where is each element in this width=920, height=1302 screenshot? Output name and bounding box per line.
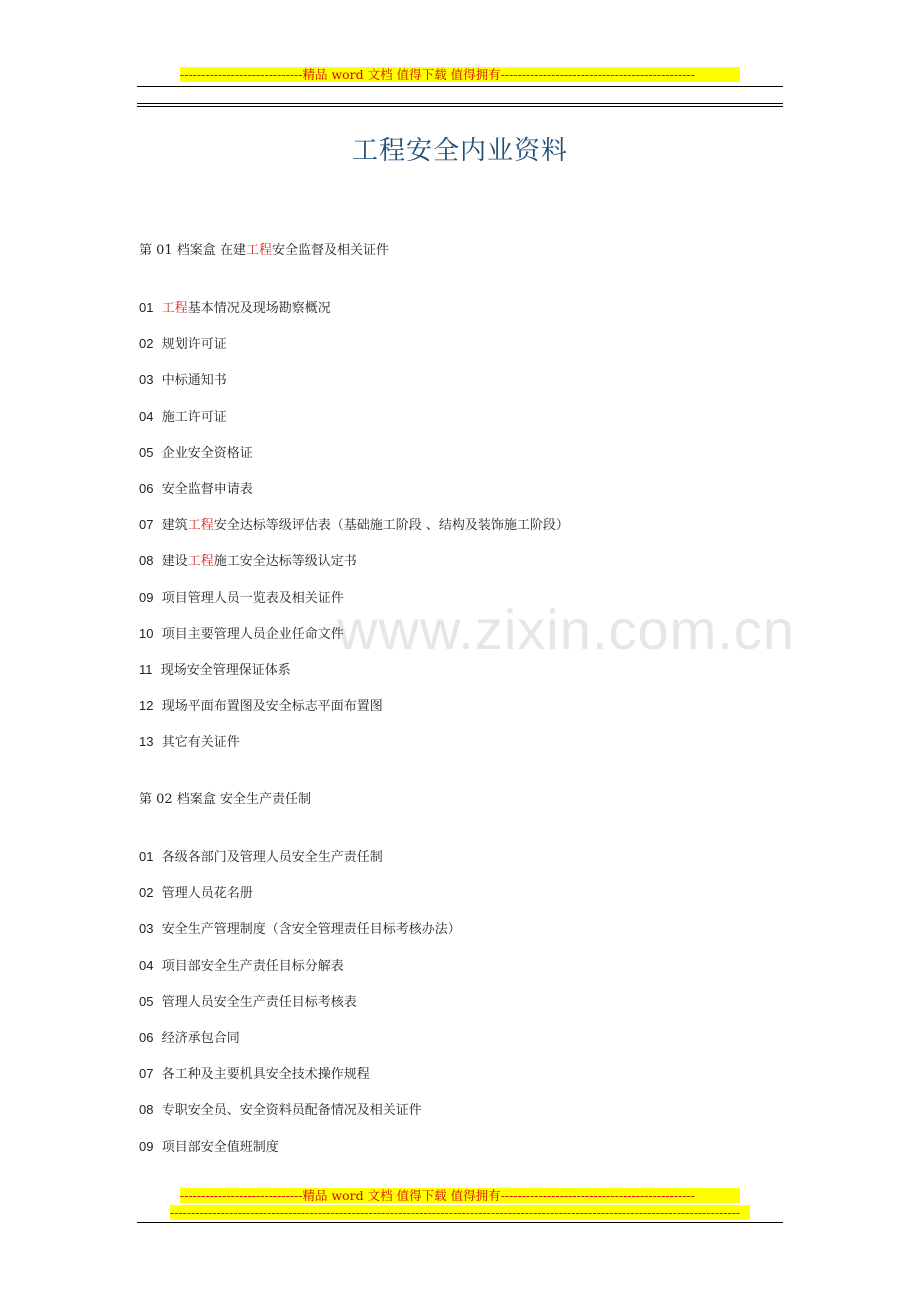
- item-text-pre: 其它有关证件: [161, 735, 240, 751]
- item-number: 11: [139, 662, 153, 677]
- item-text-pre: 建筑: [161, 518, 188, 534]
- item-gap: [153, 627, 161, 642]
- item-text-pre: 中标通知书: [161, 373, 227, 389]
- item-number: 07: [139, 1066, 154, 1082]
- list-item: [139, 516, 569, 535]
- list-item: [139, 884, 253, 903]
- item-number: 10: [139, 625, 154, 641]
- item-number: 03: [139, 372, 154, 388]
- item-gap: [153, 482, 161, 497]
- list-item: [139, 589, 344, 608]
- list-item: [139, 697, 383, 716]
- item-gap: [153, 410, 161, 425]
- item-number: 01: [139, 300, 154, 315]
- list-item: [139, 733, 240, 752]
- item-gap: [153, 373, 161, 388]
- item-number: 05: [139, 993, 154, 1009]
- list-item: [139, 957, 344, 976]
- item-gap: [153, 995, 161, 1010]
- item-text-pre: 企业安全资格证: [161, 445, 253, 461]
- list-item: [139, 993, 357, 1012]
- item-gap: [153, 1103, 161, 1118]
- item-number: 12: [139, 698, 154, 714]
- item-text-post: 基本情况及现场勘察概况: [187, 301, 331, 316]
- item-text-pre: 现场安全管理保证体系: [160, 663, 291, 678]
- item-text-hl: 工程: [161, 301, 188, 316]
- item-text-pre: 施工许可证: [161, 409, 227, 425]
- item-text-pre: 安全生产管理制度（含安全管理责任目标考核办法）: [161, 922, 461, 938]
- section-heading-suffix: 安全监督及相关证件: [271, 243, 389, 258]
- list-item: [139, 552, 357, 571]
- item-gap: [153, 301, 161, 316]
- item-number: 07: [139, 517, 154, 533]
- watermark: www.zixin.com.cn: [337, 598, 795, 661]
- item-number: 02: [139, 885, 154, 901]
- item-text-pre: 专职安全员、安全资料员配备情况及相关证件: [161, 1103, 422, 1119]
- item-text-pre: 安全监督申请表: [161, 482, 253, 497]
- list-item: [139, 920, 461, 939]
- item-gap: [153, 1140, 161, 1155]
- item-number: 05: [139, 444, 154, 460]
- item-number: 01: [139, 849, 154, 864]
- item-gap: [153, 337, 161, 352]
- list-item: [139, 625, 344, 644]
- item-text-pre: 项目部安全值班制度: [161, 1139, 279, 1155]
- list-item: [139, 371, 227, 390]
- item-number: 08: [139, 1102, 154, 1118]
- item-text-hl: 工程: [187, 554, 214, 570]
- item-text-pre: 现场平面布置图及安全标志平面布置图: [161, 699, 383, 715]
- header-rule-thick-top: [137, 103, 783, 104]
- item-number: 04: [139, 957, 154, 973]
- item-text-post: 施工安全达标等级认定书: [213, 554, 357, 570]
- item-gap: [153, 663, 161, 678]
- section-heading-01: [139, 242, 389, 260]
- section-heading-highlight: 工程: [245, 243, 272, 258]
- list-item: [139, 335, 227, 354]
- item-text-pre: 各工种及主要机具安全技术操作规程: [161, 1067, 370, 1083]
- item-gap: [153, 518, 161, 533]
- item-number: 06: [139, 1030, 154, 1045]
- list-item: [139, 1138, 279, 1157]
- item-gap: [153, 735, 161, 750]
- list-item: [139, 1065, 370, 1084]
- header-rule-thick-bottom: [137, 106, 783, 107]
- item-number: 09: [139, 589, 154, 605]
- item-text-post: 安全达标等级评估表（基础施工阶段 、结构及装饰施工阶段）: [213, 518, 569, 534]
- item-text-pre: 各级各部门及管理人员安全生产责任制: [161, 850, 383, 865]
- section-heading-02: [139, 791, 311, 809]
- document-title: 工程安全内业资料: [351, 136, 568, 166]
- list-item: [139, 299, 331, 318]
- item-text-pre: 经济承包合同: [161, 1031, 240, 1046]
- item-text-pre: 管理人员安全生产责任目标考核表: [161, 994, 357, 1010]
- list-item: [139, 444, 253, 463]
- section-heading-prefix: 第 01 档案盒 在建: [139, 243, 246, 258]
- item-number: 09: [139, 1138, 154, 1154]
- item-gap: [153, 959, 161, 974]
- item-text-hl: 工程: [187, 518, 214, 534]
- item-text-pre: 管理人员花名册: [161, 886, 253, 902]
- list-item: [139, 408, 227, 427]
- item-gap: [153, 1067, 161, 1082]
- item-number: 02: [139, 336, 154, 352]
- item-number: 04: [139, 408, 154, 424]
- list-item: [139, 661, 291, 680]
- item-gap: [153, 922, 161, 937]
- section-heading-prefix: 第 02 档案盒 安全生产责任制: [139, 792, 311, 807]
- item-gap: [153, 699, 161, 714]
- item-gap: [153, 1031, 161, 1046]
- item-number: 03: [139, 921, 154, 937]
- item-gap: [153, 554, 161, 569]
- header-banner: -----------------------------精品 word 文档 值得下载 值得拥有----------------------------------------------: [180, 67, 740, 82]
- item-number: 06: [139, 481, 154, 496]
- header-rule-thin: [137, 86, 783, 87]
- item-number: 08: [139, 553, 154, 569]
- item-gap: [153, 591, 161, 606]
- item-gap: [153, 446, 161, 461]
- item-number: 13: [139, 734, 154, 750]
- item-text-pre: 项目主要管理人员企业任命文件: [161, 626, 344, 642]
- footer-banner-dashes: ---------------------------------------------------------------------------------------------------------------------------------------: [170, 1205, 750, 1220]
- item-text-pre: 项目部安全生产责任目标分解表: [161, 958, 344, 974]
- list-item: [139, 848, 383, 867]
- item-gap: [153, 850, 161, 865]
- item-gap: [153, 886, 161, 901]
- list-item: [139, 1101, 422, 1120]
- item-text-pre: 建设: [161, 554, 188, 570]
- item-text-pre: 项目管理人员一览表及相关证件: [161, 590, 344, 606]
- item-text-pre: 规划许可证: [161, 337, 227, 353]
- footer-banner: -----------------------------精品 word 文档 值得下载 值得拥有----------------------------------------------: [180, 1188, 740, 1203]
- list-item: [139, 1029, 240, 1048]
- list-item: [139, 480, 253, 499]
- footer-rule: [137, 1222, 783, 1223]
